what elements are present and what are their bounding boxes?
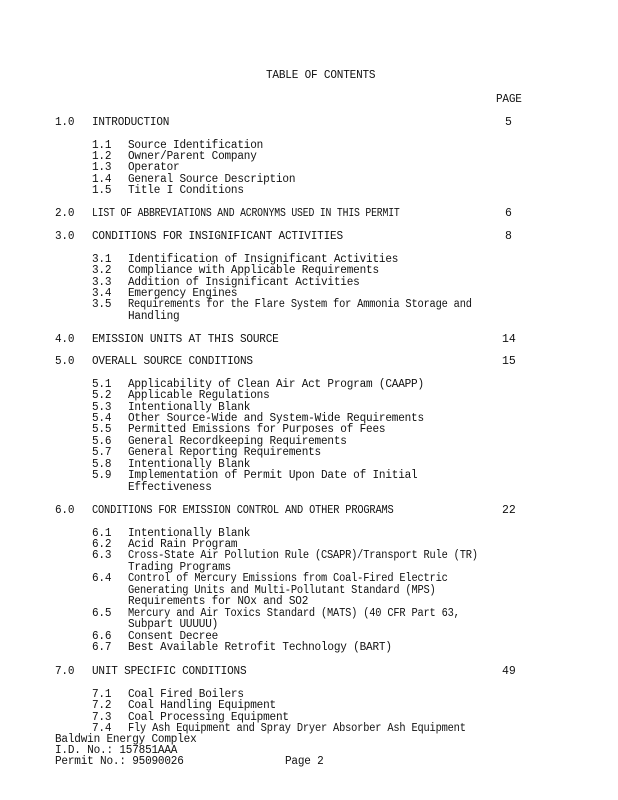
section-number: 2.0 [55,207,75,220]
subsection-number: 5.6 [92,435,112,448]
subsection-text: Compliance with Applicable Requirements [128,264,379,277]
subsection-number: 5.8 [92,458,112,471]
subsection-text: Implementation of Permit Upon Date of Initial [128,469,418,482]
subsection-text: Fly Ash Equipment and Spray Dryer Absorber Ash Equipment [128,722,466,735]
subsection-text-continued: Trading Programs [128,561,231,574]
page-column-header: PAGE [496,93,522,106]
subsection-text: Intentionally Blank [128,401,251,414]
subsection-text: Intentionally Blank [128,527,251,540]
section-title: CONDITIONS FOR INSIGNIFICANT ACTIVITIES [92,230,343,243]
subsection-text-continued: Generating Units and Multi-Pollutant Standard (MPS) [128,584,436,597]
subsection-text: General Reporting Requirements [128,446,322,459]
subsection-number: 6.7 [92,641,112,654]
subsection-number: 3.3 [92,276,112,289]
subsection-text: Intentionally Blank [128,458,251,471]
section-number: 5.0 [55,355,75,368]
subsection-number: 6.1 [92,527,112,540]
subsection-text: Permitted Emissions for Purposes of Fees [128,423,386,436]
subsection-text: Emergency Engines [128,287,238,300]
section-page: 6 [505,207,512,220]
subsection-number: 1.2 [92,150,112,163]
footer-id-number: I.D. No.: 157851AAA [55,744,178,757]
subsection-text: Coal Fired Boilers [128,688,244,701]
subsection-number: 6.2 [92,538,112,551]
subsection-text: Addition of Insignificant Activities [128,276,360,289]
section-title: OVERALL SOURCE CONDITIONS [92,355,253,368]
subsection-number: 5.7 [92,446,112,459]
subsection-number: 3.1 [92,253,112,266]
subsection-number: 3.4 [92,287,112,300]
subsection-number: 5.1 [92,378,112,391]
section-title: CONDITIONS FOR EMISSION CONTROL AND OTHER PROGRAMS [92,504,394,517]
subsection-number: 1.4 [92,173,112,186]
footer-facility: Baldwin Energy Complex [55,733,197,746]
subsection-number: 6.4 [92,572,112,585]
subsection-number: 5.4 [92,412,112,425]
subsection-text: Cross-State Air Pollution Rule (CSAPR)/Transport Rule (TR) [128,549,478,562]
subsection-text: Consent Decree [128,630,219,643]
section-title: EMISSION UNITS AT THIS SOURCE [92,333,279,346]
subsection-text: Control of Mercury Emissions from Coal-Fired Electric [128,572,448,585]
section-page: 22 [502,504,516,517]
subsection-text: Operator [128,161,180,174]
subsection-text-continued: Handling [128,310,180,323]
subsection-number: 5.5 [92,423,112,436]
subsection-number: 7.1 [92,688,112,701]
section-title: UNIT SPECIFIC CONDITIONS [92,665,247,678]
subsection-number: 3.2 [92,264,112,277]
subsection-number: 5.3 [92,401,112,414]
section-title: INTRODUCTION [92,116,170,129]
section-number: 7.0 [55,665,75,678]
section-page: 15 [502,355,516,368]
subsection-number: 6.3 [92,549,112,562]
subsection-text: Identification of Insignificant Activities [128,253,399,266]
footer-permit-number: Permit No.: 95090026 [55,755,184,768]
toc-title: TABLE OF CONTENTS [266,69,376,82]
subsection-number: 6.6 [92,630,112,643]
section-page: 8 [505,230,512,243]
subsection-text: Source Identification [128,139,264,152]
section-number: 4.0 [55,333,75,346]
section-number: 6.0 [55,504,75,517]
subsection-number: 1.1 [92,139,112,152]
section-number: 1.0 [55,116,75,129]
subsection-number: 1.5 [92,184,112,197]
subsection-text: Mercury and Air Toxics Standard (MATS) (40 CFR Part 63, [128,607,460,620]
section-number: 3.0 [55,230,75,243]
subsection-number: 7.3 [92,711,112,724]
subsection-number: 1.3 [92,161,112,174]
section-title: LIST OF ABBREVIATIONS AND ACRONYMS USED IN THIS PERMIT [92,207,400,220]
subsection-text: Applicability of Clean Air Act Program (CAAPP) [128,378,424,391]
footer-page-number: Page 2 [285,755,324,768]
subsection-text: Title I Conditions [128,184,244,197]
subsection-number: 5.2 [92,389,112,402]
subsection-text-continued: Requirements for NOx and SO2 [128,595,309,608]
subsection-text: General Recordkeeping Requirements [128,435,347,448]
subsection-number: 7.4 [92,722,112,735]
subsection-number: 6.5 [92,607,112,620]
subsection-text: Coal Processing Equipment [128,711,289,724]
subsection-text-continued: Subpart UUUUU) [128,618,219,631]
subsection-text: Requirements for the Flare System for Ammonia Storage and [128,298,472,311]
subsection-text: General Source Description [128,173,296,186]
section-page: 14 [502,333,516,346]
subsection-number: 3.5 [92,298,112,311]
subsection-text: Best Available Retrofit Technology (BART) [128,641,392,654]
subsection-text: Acid Rain Program [128,538,238,551]
section-page: 5 [505,116,512,129]
subsection-number: 7.2 [92,699,112,712]
subsection-number: 5.9 [92,469,112,482]
subsection-text: Other Source-Wide and System-Wide Requirements [128,412,424,425]
subsection-text: Owner/Parent Company [128,150,257,163]
subsection-text-continued: Effectiveness [128,481,212,494]
subsection-text: Applicable Regulations [128,389,270,402]
subsection-text: Coal Handling Equipment [128,699,276,712]
section-page: 49 [502,665,516,678]
